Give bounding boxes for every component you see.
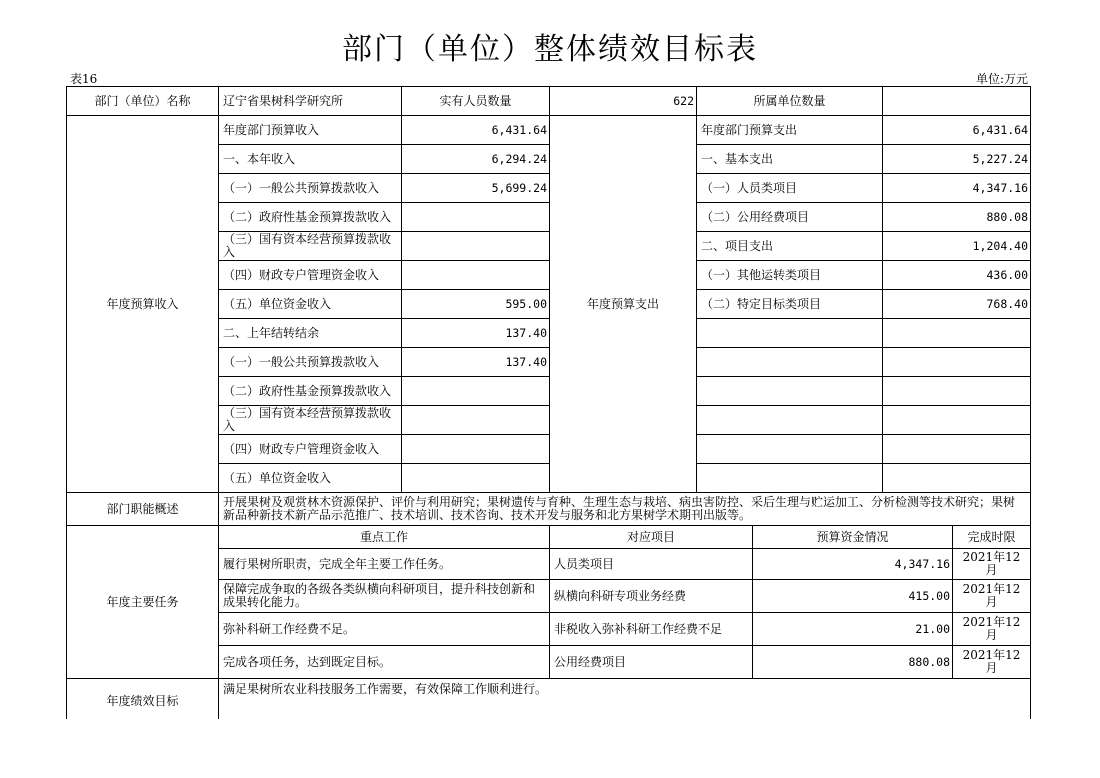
income-item: 二、上年结转结余 bbox=[219, 319, 402, 348]
task-project: 纵横向科研专项业务经费 bbox=[550, 580, 753, 613]
page-bottom-crop bbox=[0, 738, 1100, 778]
income-value bbox=[402, 464, 550, 493]
budget-row bbox=[67, 116, 1031, 145]
expense-value-empty bbox=[883, 348, 1031, 377]
income-item: （五）单位资金收入 bbox=[219, 464, 402, 493]
income-value: 595.00 bbox=[402, 290, 550, 319]
tasks-col-project: 对应项目 bbox=[550, 526, 753, 549]
expense-item: （一）其他运转类项目 bbox=[697, 261, 883, 290]
dept-label: 部门（单位）名称 bbox=[67, 87, 219, 116]
income-value bbox=[402, 203, 550, 232]
tasks-col-deadline: 完成时限 bbox=[953, 526, 1031, 549]
expense-value-empty bbox=[883, 377, 1031, 406]
income-item: （二）政府性基金预算拨款收入 bbox=[219, 203, 402, 232]
expense-value: 1,204.40 bbox=[883, 232, 1031, 261]
tasks-col-amount: 预算资金情况 bbox=[753, 526, 953, 549]
income-item: （三）国有资本经营预算拨款收入 bbox=[219, 406, 402, 435]
sub-units-value bbox=[883, 87, 1031, 116]
task-work: 履行果树所职责，完成全年主要工作任务。 bbox=[219, 549, 550, 580]
task-amount: 880.08 bbox=[753, 646, 953, 679]
expense-item-empty bbox=[697, 377, 883, 406]
income-item: （二）政府性基金预算拨款收入 bbox=[219, 377, 402, 406]
targets-row bbox=[67, 679, 1031, 720]
expense-value-empty bbox=[883, 406, 1031, 435]
income-value: 6,294.24 bbox=[402, 145, 550, 174]
performance-table bbox=[66, 86, 1031, 719]
expense-value-empty bbox=[883, 435, 1031, 464]
expense-value: 436.00 bbox=[883, 261, 1031, 290]
task-deadline: 2021年12月 bbox=[953, 549, 1031, 580]
expense-item: （二）特定目标类项目 bbox=[697, 290, 883, 319]
dept-name: 辽宁省果树科学研究所 bbox=[219, 87, 402, 116]
targets-label-cell bbox=[67, 679, 219, 720]
task-work: 完成各项任务，达到既定目标。 bbox=[219, 646, 550, 679]
expense-value: 6,431.64 bbox=[883, 116, 1031, 145]
task-amount: 21.00 bbox=[753, 613, 953, 646]
page-title: 部门（单位）整体绩效目标表 bbox=[342, 32, 758, 67]
targets-text: 满足果树所农业科技服务工作需要，有效保障工作顺利进行。 bbox=[219, 679, 1031, 720]
expense-value: 4,347.16 bbox=[883, 174, 1031, 203]
income-value bbox=[402, 435, 550, 464]
income-item: 一、本年收入 bbox=[219, 145, 402, 174]
income-value bbox=[402, 232, 550, 261]
functions-row bbox=[67, 493, 1031, 526]
task-amount: 415.00 bbox=[753, 580, 953, 613]
expense-value-empty bbox=[883, 319, 1031, 348]
expense-item: （二）公用经费项目 bbox=[697, 203, 883, 232]
task-deadline: 2021年12月 bbox=[953, 646, 1031, 679]
task-work: 保障完成争取的各级各类纵横向科研项目，提升科技创新和成果转化能力。 bbox=[219, 580, 550, 613]
functions-label: 部门职能概述 bbox=[67, 493, 219, 526]
expense-value: 880.08 bbox=[883, 203, 1031, 232]
expense-item-empty bbox=[697, 435, 883, 464]
staff-count: 622 bbox=[550, 87, 697, 116]
expense-value: 768.40 bbox=[883, 290, 1031, 319]
income-item: 年度部门预算收入 bbox=[219, 116, 402, 145]
task-deadline: 2021年12月 bbox=[953, 580, 1031, 613]
unit-label: 单位:万元 bbox=[975, 72, 1028, 86]
income-item: （一）一般公共预算拨款收入 bbox=[219, 348, 402, 377]
income-value: 137.40 bbox=[402, 348, 550, 377]
income-item: （五）单位资金收入 bbox=[219, 290, 402, 319]
income-item: （四）财政专户管理资金收入 bbox=[219, 435, 402, 464]
header-row bbox=[67, 87, 1031, 116]
task-amount: 4,347.16 bbox=[753, 549, 953, 580]
staff-label: 实有人员数量 bbox=[402, 87, 550, 116]
income-value bbox=[402, 377, 550, 406]
expense-section-label: 年度预算支出 bbox=[550, 116, 697, 493]
income-item: （一）一般公共预算拨款收入 bbox=[219, 174, 402, 203]
task-work: 弥补科研工作经费不足。 bbox=[219, 613, 550, 646]
expense-value: 5,227.24 bbox=[883, 145, 1031, 174]
task-project: 公用经费项目 bbox=[550, 646, 753, 679]
expense-item-empty bbox=[697, 464, 883, 493]
income-item: （三）国有资本经营预算拨款收入 bbox=[219, 232, 402, 261]
expense-item: 二、项目支出 bbox=[697, 232, 883, 261]
expense-item-empty bbox=[697, 348, 883, 377]
income-value: 137.40 bbox=[402, 319, 550, 348]
income-value: 6,431.64 bbox=[402, 116, 550, 145]
expense-item-empty bbox=[697, 319, 883, 348]
tasks-col-work: 重点工作 bbox=[219, 526, 550, 549]
sub-units-label: 所属单位数量 bbox=[697, 87, 883, 116]
income-item: （四）财政专户管理资金收入 bbox=[219, 261, 402, 290]
tasks-label: 年度主要任务 bbox=[67, 526, 219, 679]
income-value bbox=[402, 261, 550, 290]
income-section-label: 年度预算收入 bbox=[67, 116, 219, 493]
expense-item-empty bbox=[697, 406, 883, 435]
tasks-header-row bbox=[67, 526, 1031, 549]
expense-item: 一、基本支出 bbox=[697, 145, 883, 174]
sheet-number: 表16 bbox=[70, 72, 98, 86]
task-project: 非税收入弥补科研工作经费不足 bbox=[550, 613, 753, 646]
functions-text: 开展果树及观赏林木资源保护、评价与利用研究；果树遗传与育种、生理生态与栽培、病虫害防控、采后生理与贮运加工、分析检测等技术研究；果树新品种新技术新产品示范推广、技术培训、技术咨询、技术开发与服务和北方果树学术期刊出版等。 bbox=[219, 493, 1031, 526]
income-value bbox=[402, 406, 550, 435]
expense-value-empty bbox=[883, 464, 1031, 493]
task-project: 人员类项目 bbox=[550, 549, 753, 580]
targets-label: 年度绩效目标 bbox=[106, 694, 179, 708]
task-deadline: 2021年12月 bbox=[953, 613, 1031, 646]
expense-item: 年度部门预算支出 bbox=[697, 116, 883, 145]
income-value: 5,699.24 bbox=[402, 174, 550, 203]
expense-item: （一）人员类项目 bbox=[697, 174, 883, 203]
